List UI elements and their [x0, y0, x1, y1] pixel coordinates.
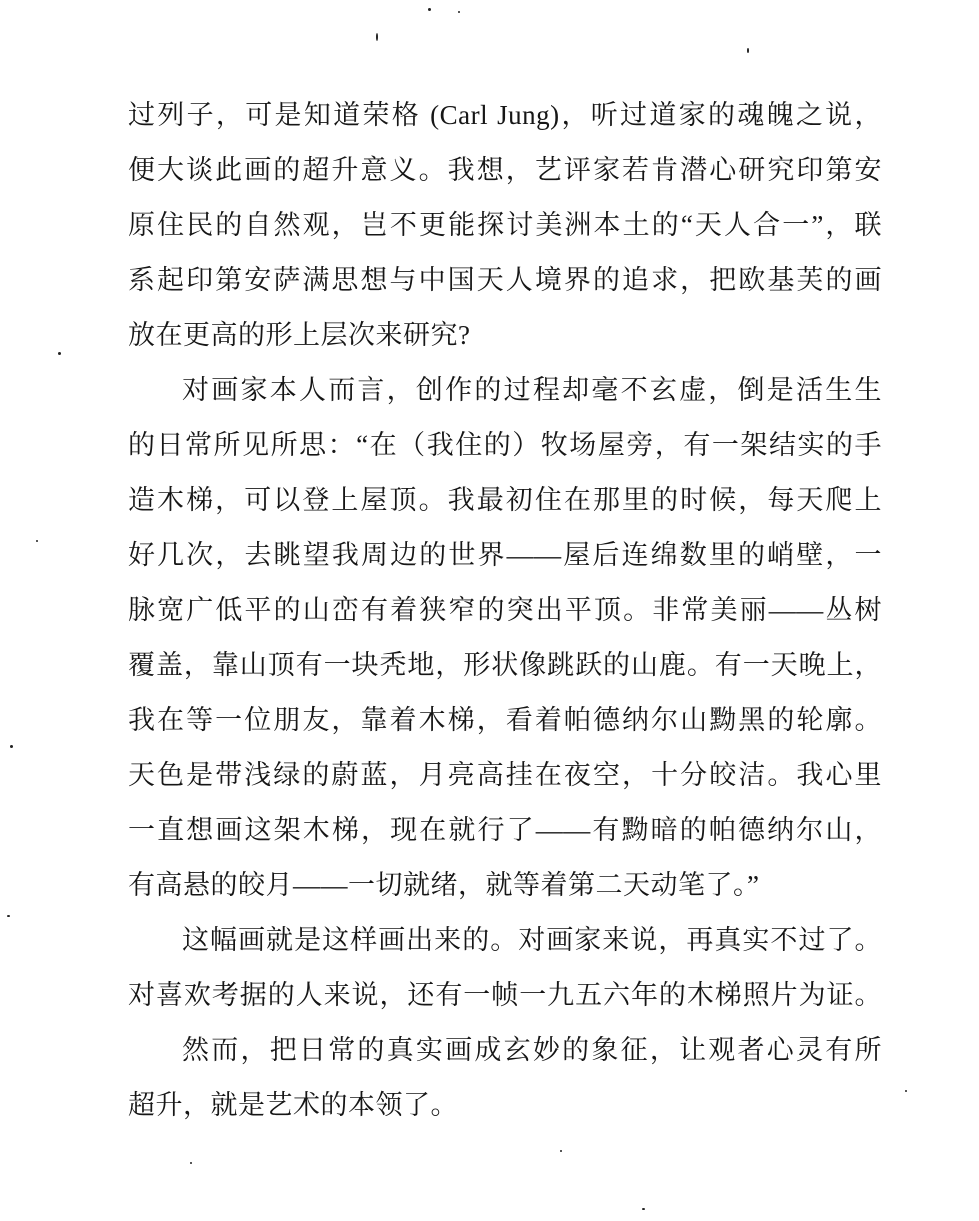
- text-line: 放在更高的形上层次来研究?: [128, 320, 471, 350]
- scan-noise-speck: [10, 745, 13, 748]
- text-line: 一直想画这架木梯，现在就行了——有黝暗的帕德纳尔山，: [128, 815, 882, 845]
- scan-noise-speck: [642, 1208, 645, 1210]
- text-line: 便大谈此画的超升意义。我想，艺评家若肯潜心研究印第安: [128, 155, 882, 185]
- scan-noise-speck: [190, 1162, 192, 1164]
- scan-noise-speck: [747, 48, 749, 53]
- scan-noise-speck: [428, 8, 431, 11]
- text-line: 原住民的自然观，岂不更能探讨美洲本土的“天人合一”，联: [128, 210, 882, 240]
- scan-noise-speck: [58, 352, 61, 355]
- text-line: 系起印第安萨满思想与中国天人境界的追求，把欧基芙的画: [128, 265, 882, 295]
- text-line: 超升，就是艺术的本领了。: [128, 1090, 458, 1120]
- text-line: 过列子，可是知道荣格 (Carl Jung)，听过道家的魂魄之说，: [128, 100, 882, 130]
- scan-noise-speck: [560, 1150, 562, 1152]
- text-line: 好几次，去眺望我周边的世界——屋后连绵数里的峭壁，一: [128, 540, 882, 570]
- scan-noise-speck: [376, 33, 378, 41]
- text-line: 对画家本人而言，创作的过程却毫不玄虚，倒是活生生: [182, 375, 882, 405]
- text-line: 这幅画就是这样画出来的。对画家来说，再真实不过了。: [182, 925, 882, 955]
- text-line: 覆盖，靠山顶有一块秃地，形状像跳跃的山鹿。有一天晚上，: [128, 650, 882, 680]
- scan-noise-speck: [7, 915, 10, 917]
- scan-noise-speck: [36, 540, 38, 542]
- text-line: 天色是带浅绿的蔚蓝，月亮高挂在夜空，十分皎洁。我心里: [128, 760, 882, 790]
- text-line: 脉宽广低平的山峦有着狭窄的突出平顶。非常美丽——丛树: [128, 595, 882, 625]
- text-line: 造木梯，可以登上屋顶。我最初住在那里的时候，每天爬上: [128, 485, 882, 515]
- body-text: [128, 88, 882, 1133]
- text-line: 然而，把日常的真实画成玄妙的象征，让观者心灵有所: [182, 1035, 882, 1065]
- text-line: 有高悬的皎月——一切就绪，就等着第二天动笔了。”: [128, 870, 760, 900]
- text-line: 我在等一位朋友，靠着木梯，看着帕德纳尔山黝黑的轮廓。: [128, 705, 882, 735]
- scan-noise-speck: [458, 11, 460, 13]
- scan-noise-speck: [905, 1090, 907, 1092]
- text-line: 对喜欢考据的人来说，还有一帧一九五六年的木梯照片为证。: [128, 980, 882, 1010]
- text-line: 的日常所见所思：“在（我住的）牧场屋旁，有一架结实的手: [128, 430, 882, 460]
